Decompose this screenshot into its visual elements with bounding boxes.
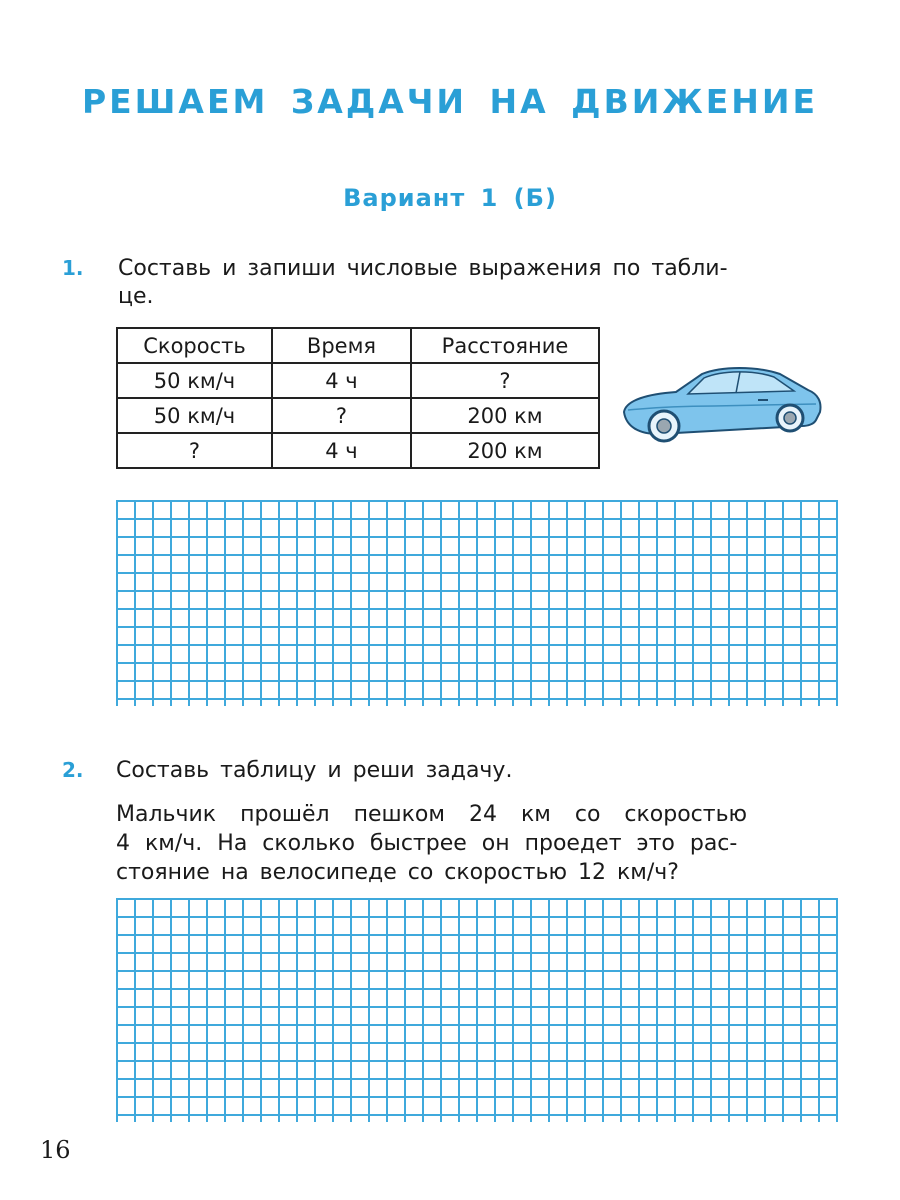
answer-grid-2[interactable] (116, 898, 838, 1122)
task-2-problem-line-2: 4 км/ч. На сколько быстрее он проедет это рас- (116, 831, 738, 856)
table-cell: ? (117, 433, 272, 468)
table-cell: 50 км/ч (117, 363, 272, 398)
task-2-instruction: Составь таблицу и реши задачу. (116, 758, 513, 783)
car-icon (618, 360, 824, 446)
page-number: 16 (40, 1136, 71, 1164)
task-1-text-line-2: це. (118, 284, 154, 309)
answer-grid-1[interactable] (116, 500, 838, 706)
table-cell: 200 км (411, 398, 599, 433)
table-row (117, 398, 599, 433)
table-header-row (117, 328, 599, 363)
table-cell: ? (411, 363, 599, 398)
task-2-problem-line-1: Мальчик прошёл пешком 24 км со скоростью (116, 802, 748, 827)
table-cell: 4 ч (272, 363, 411, 398)
task-2-number: 2. (62, 758, 84, 782)
variant-heading: Вариант 1 (Б) (343, 184, 557, 212)
page-title: РЕШАЕМ ЗАДАЧИ НА ДВИЖЕНИЕ (81, 82, 819, 121)
table-cell: 200 км (411, 433, 599, 468)
speed-time-distance-table (116, 327, 600, 469)
table-row (117, 433, 599, 468)
table-header-cell: Скорость (117, 328, 272, 363)
task-1-text-line-1: Составь и запиши числовые выражения по табли- (118, 256, 728, 281)
task-1-number: 1. (62, 256, 84, 280)
table-cell: 50 км/ч (117, 398, 272, 433)
table-header-cell: Расстояние (411, 328, 599, 363)
table-cell: 4 ч (272, 433, 411, 468)
table-row (117, 363, 599, 398)
table-cell: ? (272, 398, 411, 433)
task-2-problem-line-3: стояние на велосипеде со скоростью 12 км/ч? (116, 860, 679, 885)
table-header-cell: Время (272, 328, 411, 363)
